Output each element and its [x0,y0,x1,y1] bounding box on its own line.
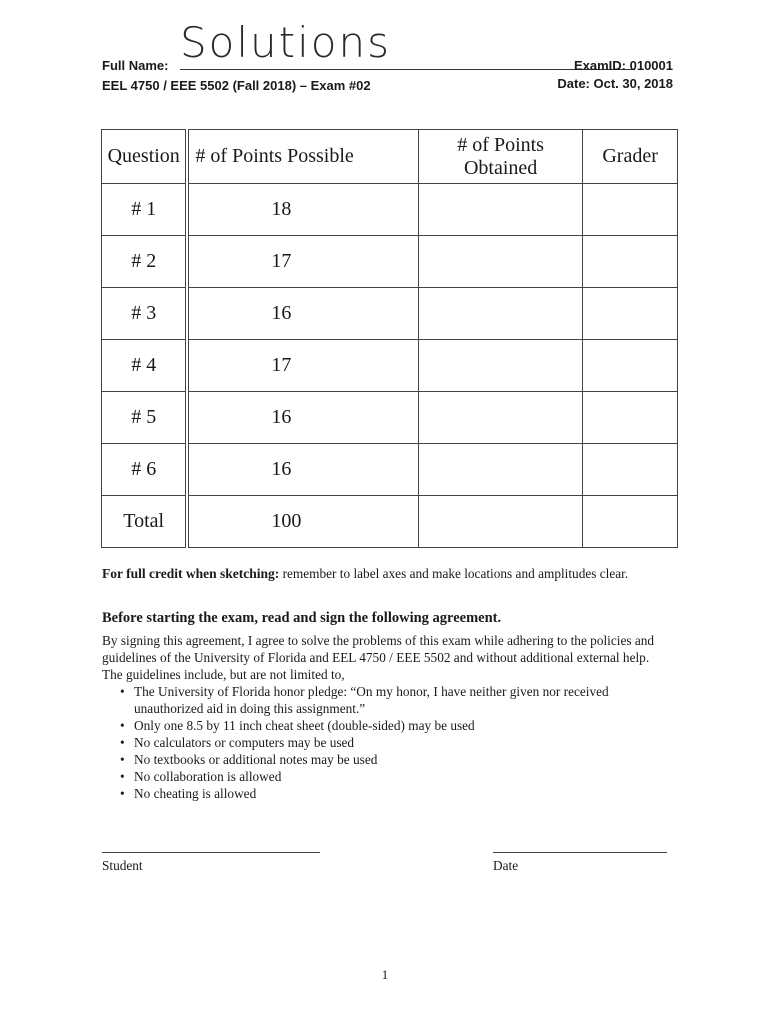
grade-table [101,129,678,548]
table-row [102,340,678,392]
question-cell: # 5 [102,392,188,444]
table-row [102,236,678,288]
grader-cell [583,236,678,288]
table-row [102,392,678,444]
header-points-obtained: # of Points Obtained [419,130,583,184]
agreement-body [102,632,672,802]
grader-cell [583,444,678,496]
table-row [102,184,678,236]
exam-id: ExamID: 010001 [573,58,673,73]
student-signature-line [102,852,320,853]
question-cell: # 3 [102,288,188,340]
points-obtained-cell [419,288,583,340]
total-points-cell: 100 [187,496,418,548]
full-credit-text: remember to label axes and make locations and amplitudes clear. [279,566,629,581]
full-name-handwritten: Solutions [180,18,391,67]
full-name-row [102,18,542,74]
points-obtained-cell [419,496,583,548]
question-cell: # 6 [102,444,188,496]
header-grader: Grader [583,130,678,184]
table-row [102,444,678,496]
full-name-label: Full Name: [102,58,169,73]
list-item: • No collaboration is allowed [134,768,672,785]
grader-cell [583,496,678,548]
list-item: • No textbooks or additional notes may be used [134,751,672,768]
points-possible-cell: 17 [187,340,418,392]
points-possible-cell: 16 [187,392,418,444]
full-credit-note [102,565,672,582]
exam-header [102,18,542,93]
points-obtained-cell [419,392,583,444]
list-item: • No cheating is allowed [134,785,672,802]
course-title: EEL 4750 / EEE 5502 (Fall 2018) – Exam #02 [102,78,371,93]
total-label-cell: Total [102,496,188,548]
agreement-list [102,683,672,802]
agreement-intro: By signing this agreement, I agree to solve the problems of this exam while adhering to the policies and guidelines of the University of Florida and EEL 4750 / EEE 5502 and without additional external help. The guidelines include, but are not limited to, [102,633,655,682]
grader-cell [583,184,678,236]
header-question: Question [102,130,188,184]
list-item: • The University of Florida honor pledge: “On my honor, I have neither given nor received unauthorized aid in doing this assignment.” [134,683,672,717]
agreement-title: Before starting the exam, read and sign the following agreement. [102,610,502,626]
page-number: 1 [381,967,389,982]
points-obtained-cell [419,444,583,496]
exam-date: Date: Oct. 30, 2018 [557,76,673,91]
points-obtained-cell [419,236,583,288]
exam-meta [557,58,673,94]
question-cell: # 2 [102,236,188,288]
points-possible-cell: 17 [187,236,418,288]
table-row [102,288,678,340]
points-possible-cell: 18 [187,184,418,236]
grade-table-header [102,130,678,184]
table-row-total [102,496,678,548]
grader-cell [583,340,678,392]
list-item: • Only one 8.5 by 11 inch cheat sheet (double-sided) may be used [134,717,672,734]
full-credit-label: For full credit when sketching: [102,566,280,581]
header-points-possible: # of Points Possible [187,130,418,184]
grader-cell [583,392,678,444]
grader-cell [583,288,678,340]
student-signature-label: Student [102,858,143,873]
date-signature-label: Date [493,858,519,873]
list-item: • No calculators or computers may be used [134,734,672,751]
date-signature-line [493,852,667,853]
points-obtained-cell [419,184,583,236]
points-possible-cell: 16 [187,444,418,496]
points-obtained-cell [419,340,583,392]
points-possible-cell: 16 [187,288,418,340]
question-cell: # 1 [102,184,188,236]
question-cell: # 4 [102,340,188,392]
